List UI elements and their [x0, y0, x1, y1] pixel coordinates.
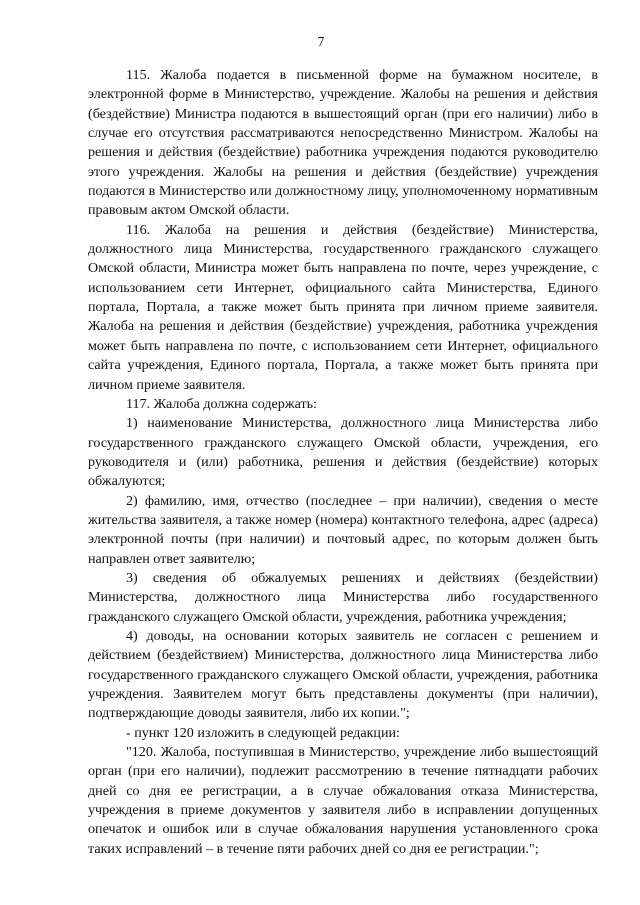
- list-item-4: 4) доводы, на основании которых заявитель не согласен с решением и действием (бездействием) Министерства, должностного лица Министерства либо государственного гражданского служащего Омской области, учреждения, работника учреждения. Заявителем могут быть представлены документы (при наличии), подтверждающие доводы заявителя, либо их копии.";: [88, 627, 598, 722]
- list-item-2: 2) фамилию, имя, отчество (последнее – при наличии), сведения о месте жительства заявителя, а также номер (номера) контактного телефона, адрес (адреса) электронной почты (при наличии) и почтовый адрес, по которым должен быть направлен ответ заявителю;: [88, 492, 598, 567]
- amendment-instruction: - пункт 120 изложить в следующей редакции:: [126, 724, 400, 741]
- paragraph-116: 116. Жалоба на решения и действия (бездействие) Министерства, должностного лица Министерства, государственного гражданского служащего Омской области, Министра может быть направлена по почте, через учреждение, с использованием сети Интернет, официального сайта Министерства, Единого портала, Портала, а также может быть принята при личном приеме заявителя. Жалоба на решения и действия (бездействие) учреждения, работника учреждения может быть направлена по почте, с использованием сети Интернет, официального сайта учреждения, Единого портала, Портала, а также может быть принята при личном приеме заявителя.: [88, 221, 598, 393]
- list-item-3: 3) сведения об обжалуемых решениях и действиях (бездействии) Министерства, должностного лица Министерства либо государственного гражданского служащего Омской области, учреждения, работника учреждения;: [88, 569, 598, 625]
- paragraph-115: 115. Жалоба подается в письменной форме на бумажном носителе, в электронной форме в Министерство, учреждение. Жалобы на решения и действия (бездействие) Министра подаются в вышестоящий орган (при его наличии) либо в случае его отсутствия рассматриваются непосредственно Министром. Жалобы на решения и действия (бездействие) работника учреждения подаются руководителю этого учреждения. Жалобы на решения и действия (бездействие) учреждения подаются в Министерство или должностному лицу, уполномоченному нормативным правовым актом Омской области.: [88, 67, 598, 219]
- paragraph-117: 117. Жалоба должна содержать:: [126, 395, 317, 412]
- paragraph-120: "120. Жалоба, поступившая в Министерство, учреждение либо вышестоящий орган (при его наличии), подлежит рассмотрению в течение пятнадцати рабочих дней со дня ее регистрации, а в случае обжалования отказа Министерства, учреждения в приеме документов у заявителя либо в исправлении допущенных опечаток и ошибок или в случае обжалования нарушения установленного срока таких исправлений – в течение пяти рабочих дней со дня ее регистрации.";: [88, 744, 598, 857]
- page-number: 7: [317, 34, 325, 49]
- list-item-1: 1) наименование Министерства, должностного лица Министерства либо государственного гражданского служащего Омской области, учреждения, его руководителя и (или) работника, решения и действия (бездействие) которых обжалуются;: [88, 415, 598, 490]
